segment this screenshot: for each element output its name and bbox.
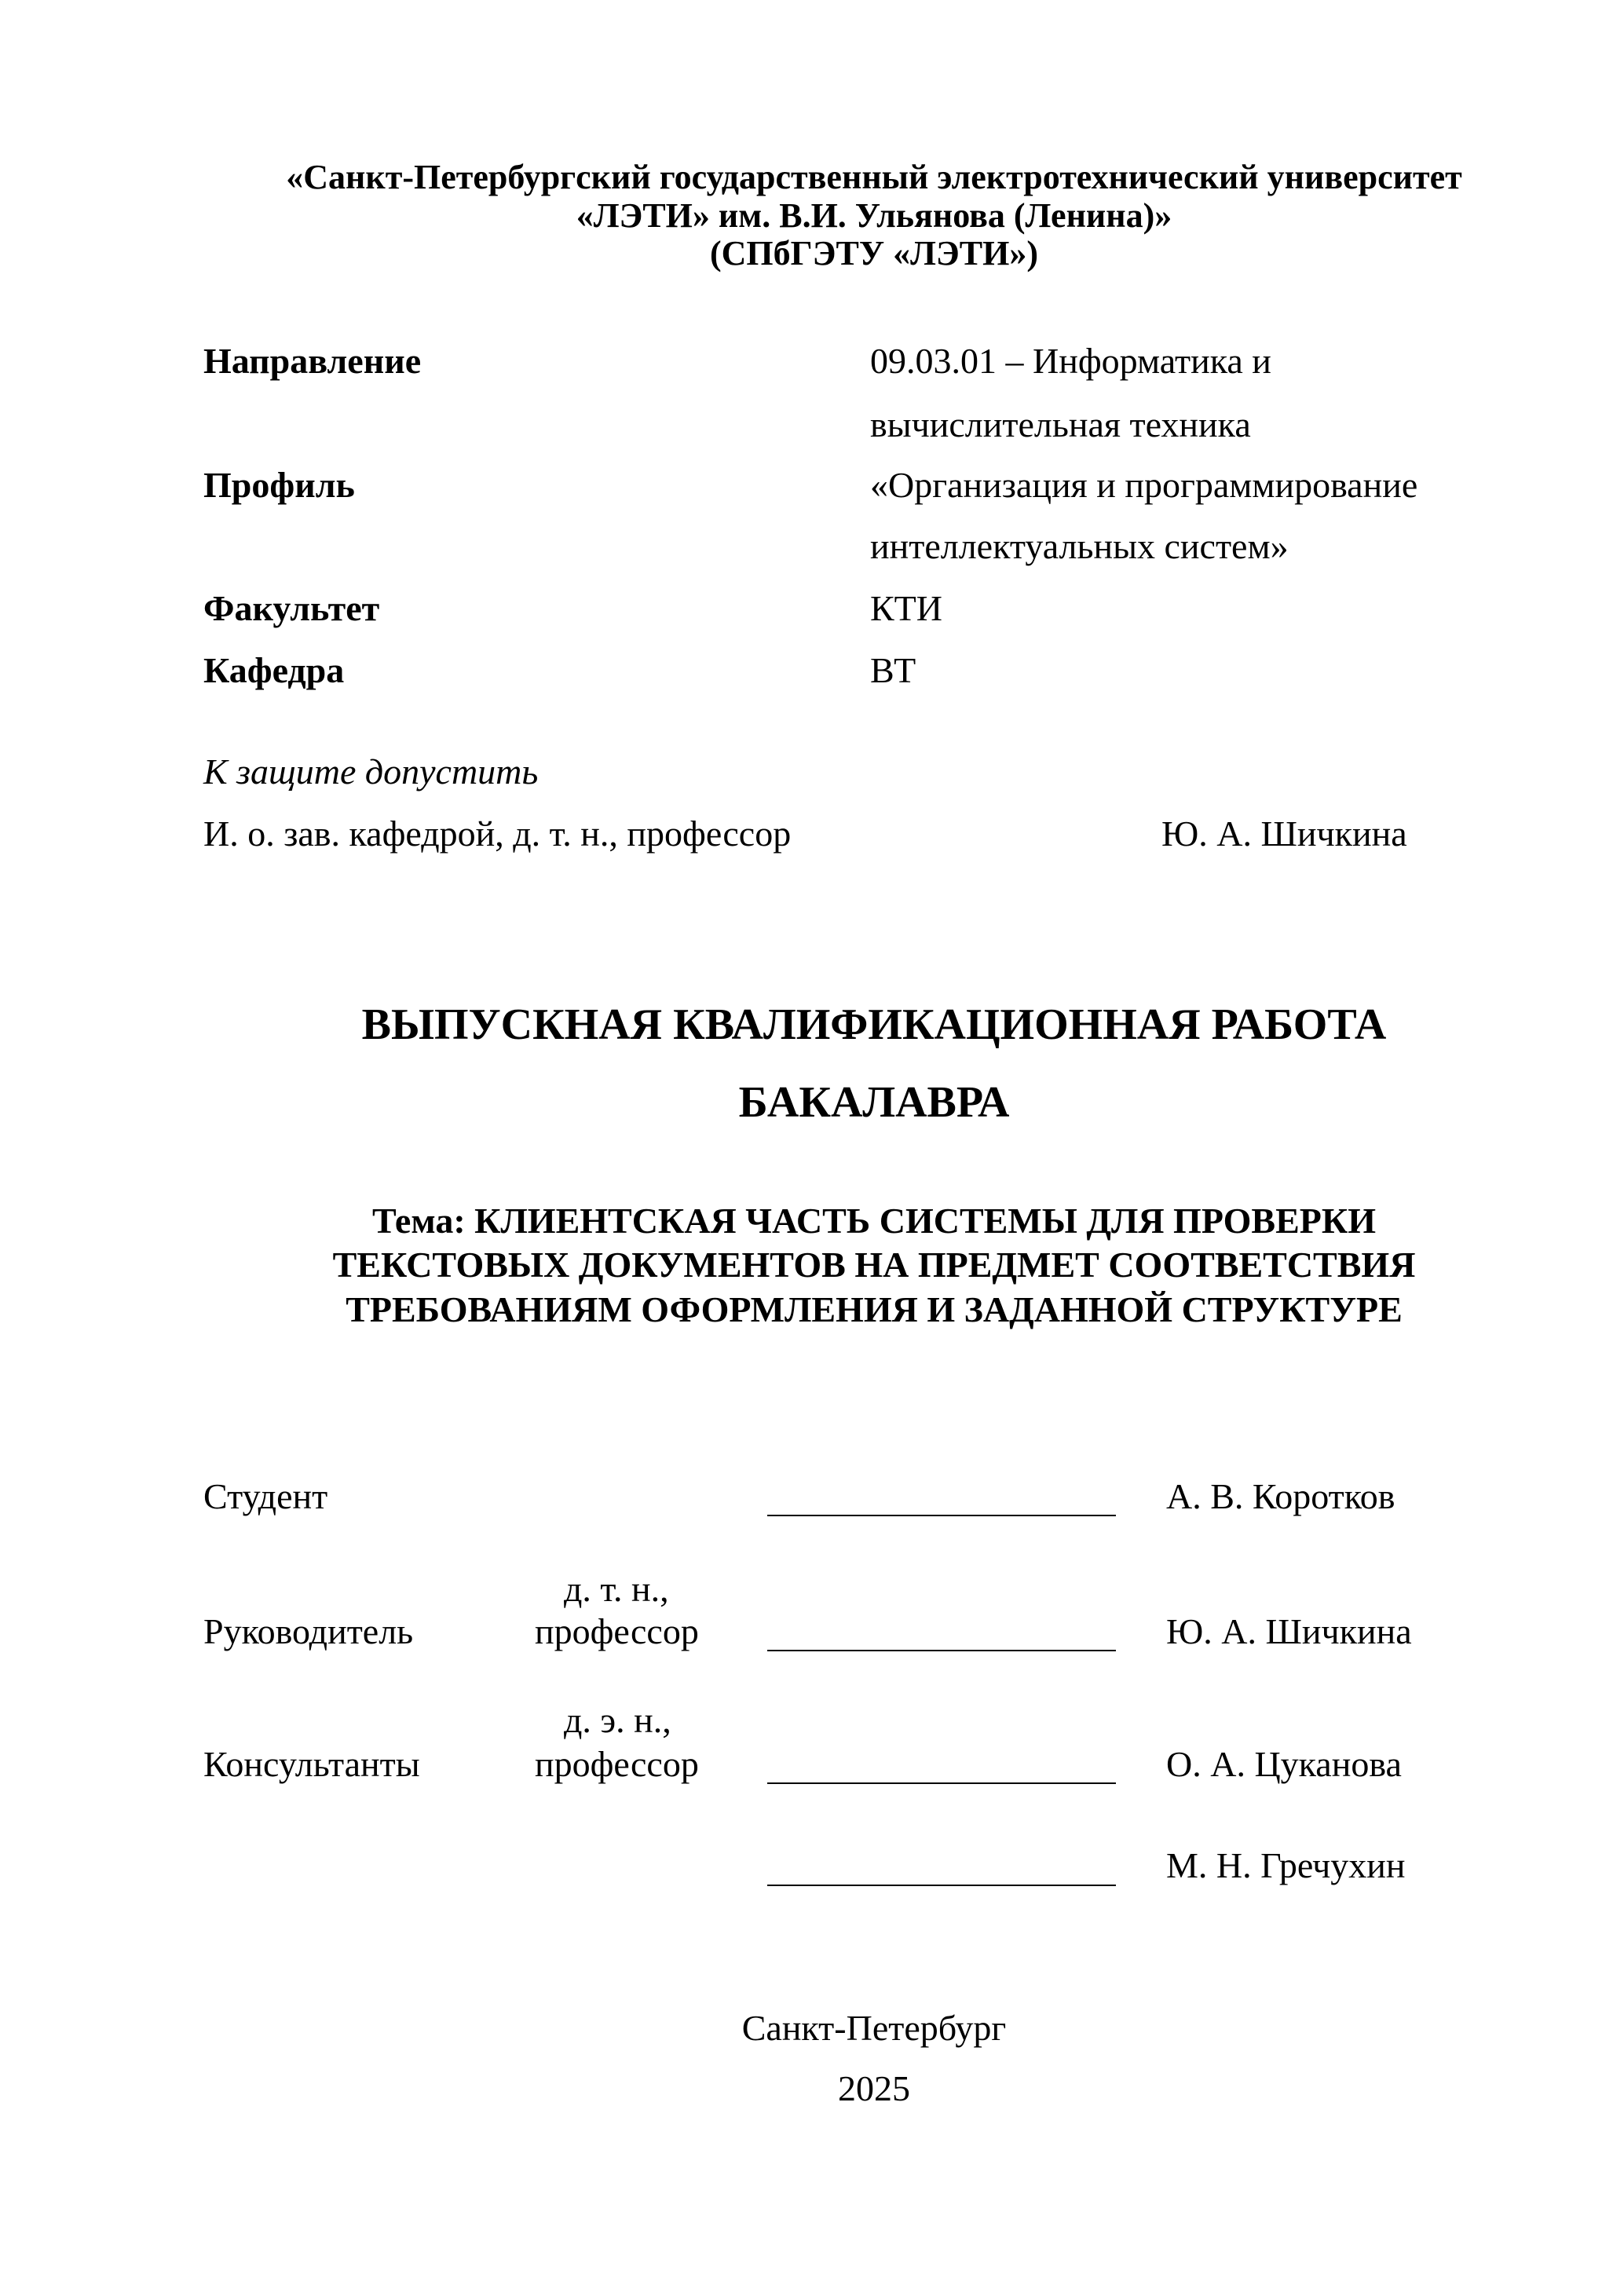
consultants-role: Консультанты	[203, 1744, 420, 1784]
year: 2025	[838, 2068, 910, 2108]
city: Санкт-Петербург	[741, 2008, 1007, 2048]
university-name-line-2: «ЛЭТИ» им. В.И. Ульянова (Ленина)»	[576, 196, 1172, 235]
work-title-line-2: БАКАЛАВРА	[738, 1078, 1010, 1127]
consultant1-name: О. А. Цуканова	[1166, 1744, 1402, 1784]
theme-line-3: ТРЕБОВАНИЯМ ОФОРМЛЕНИЯ И ЗАДАННОЙ СТРУКТУРЕ	[346, 1289, 1403, 1329]
consultant1-signature-line	[767, 1782, 1116, 1784]
consultant2-name: М. Н. Гречухин	[1166, 1845, 1406, 1885]
consultant2-signature-line	[767, 1885, 1116, 1886]
direction-label: Направление	[203, 341, 422, 381]
profile-label: Профиль	[203, 465, 355, 505]
consultant1-degree-1: д. э. н.,	[564, 1700, 671, 1740]
student-name: А. В. Коротков	[1166, 1476, 1395, 1516]
direction-value-1: 09.03.01 – Информатика и	[870, 341, 1271, 381]
student-role: Студент	[203, 1476, 328, 1516]
approval-position: И. о. зав. кафедрой, д. т. н., профессор	[203, 813, 792, 854]
approval-name: Ю. А. Шичкина	[1161, 813, 1407, 854]
profile-value-1: «Организация и программирование	[870, 465, 1418, 505]
department-value: ВТ	[870, 650, 916, 690]
direction-value-2: вычислительная техника	[870, 404, 1251, 444]
consultant1-degree-2: профессор	[535, 1744, 699, 1784]
department-label: Кафедра	[203, 650, 345, 690]
profile-value-2: интеллектуальных систем»	[870, 526, 1289, 566]
supervisor-signature-line	[767, 1650, 1116, 1651]
supervisor-role: Руководитель	[203, 1611, 414, 1651]
supervisor-degree-1: д. т. н.,	[564, 1569, 669, 1609]
university-abbr: (СПбГЭТУ «ЛЭТИ»)	[710, 234, 1038, 272]
faculty-value: КТИ	[870, 588, 942, 628]
approval-label: К защите допустить	[203, 751, 539, 792]
theme-line-1: Тема: КЛИЕНТСКАЯ ЧАСТЬ СИСТЕМЫ ДЛЯ ПРОВЕРКИ	[371, 1201, 1377, 1241]
student-signature-line	[767, 1515, 1116, 1516]
university-name-line-1: «Санкт-Петербургский государственный электротехнический университет	[286, 158, 1462, 196]
work-title-line-1: ВЫПУСКНАЯ КВАЛИФИКАЦИОННАЯ РАБОТА	[361, 1000, 1387, 1049]
theme-line-2: ТЕКСТОВЫХ ДОКУМЕНТОВ НА ПРЕДМЕТ СООТВЕТСТВИЯ	[332, 1245, 1416, 1285]
supervisor-degree-2: профессор	[535, 1611, 699, 1651]
supervisor-name: Ю. А. Шичкина	[1166, 1611, 1412, 1651]
faculty-label: Факультет	[203, 588, 380, 628]
